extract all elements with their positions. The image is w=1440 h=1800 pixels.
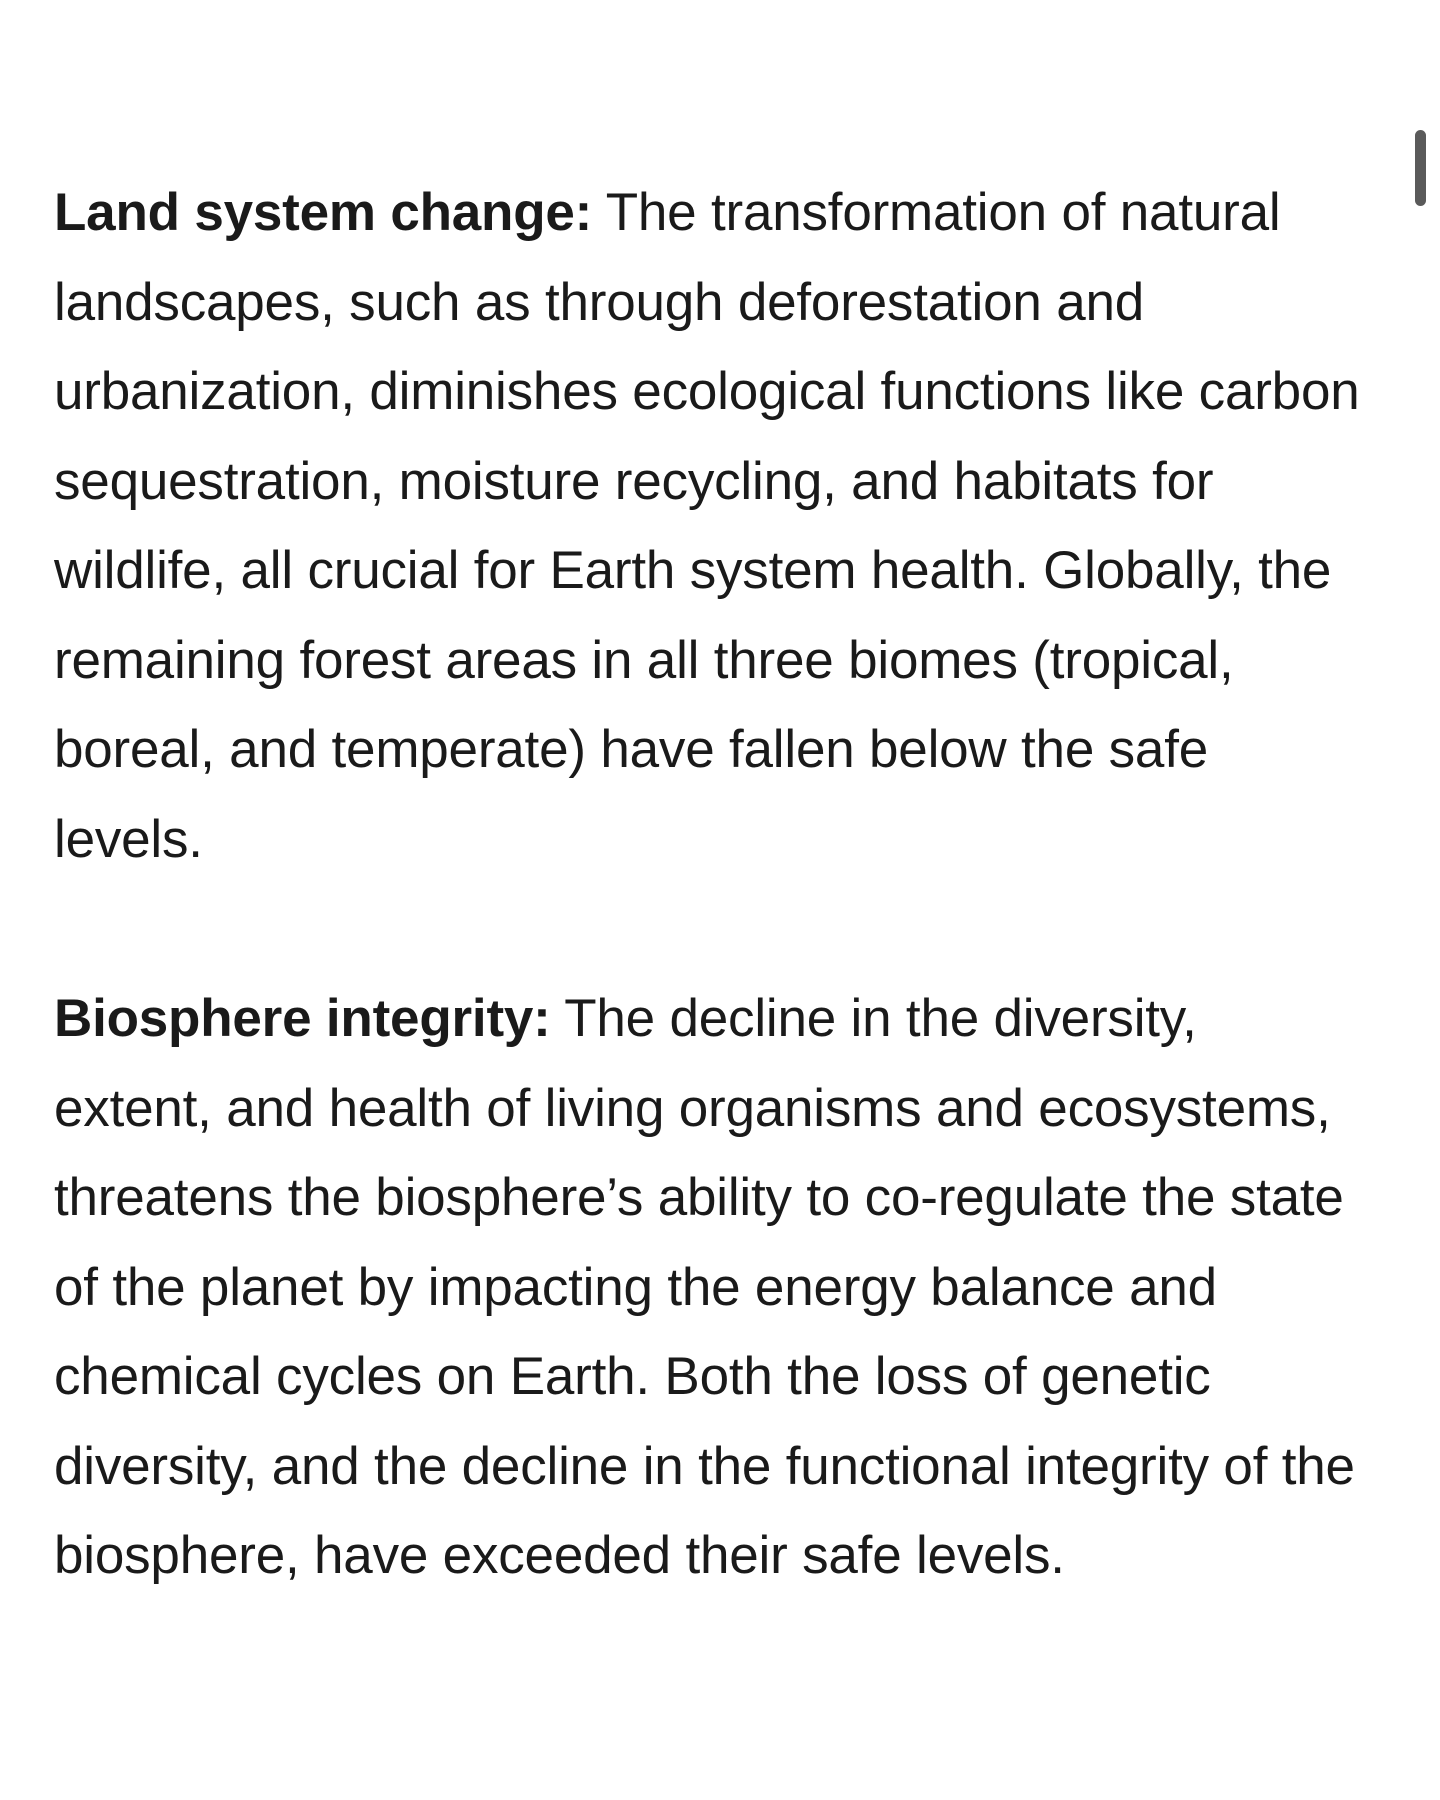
term-heading: Land system change:	[54, 183, 593, 242]
paragraph-body: The decline in the diversity, extent, and health of living organisms and ecosystems, threatens the biosphere’s ability to co-regulate the state of the planet by impacting the energy balance and chemical cycles on Earth. Both the loss of genetic diversity, and the decline in the functional integrity of the biosphere, have exceeded their safe levels.	[54, 989, 1355, 1585]
article-content	[54, 168, 1364, 1601]
paragraph-body: The transformation of natural landscapes, such as through deforestation and urbanization, diminishes ecological functions like carbon sequestration, moisture recycling, and habitats for wildlife, all crucial for Earth system health. Globally, the remaining forest areas in all three biomes (tropical, boreal, and temperate) have fallen below the safe levels.	[54, 183, 1360, 869]
paragraph-land-system-change	[54, 168, 1364, 884]
paragraph-biosphere-integrity	[54, 974, 1364, 1601]
term-heading: Biosphere integrity:	[54, 989, 551, 1048]
scrollbar-thumb[interactable]	[1415, 130, 1426, 206]
